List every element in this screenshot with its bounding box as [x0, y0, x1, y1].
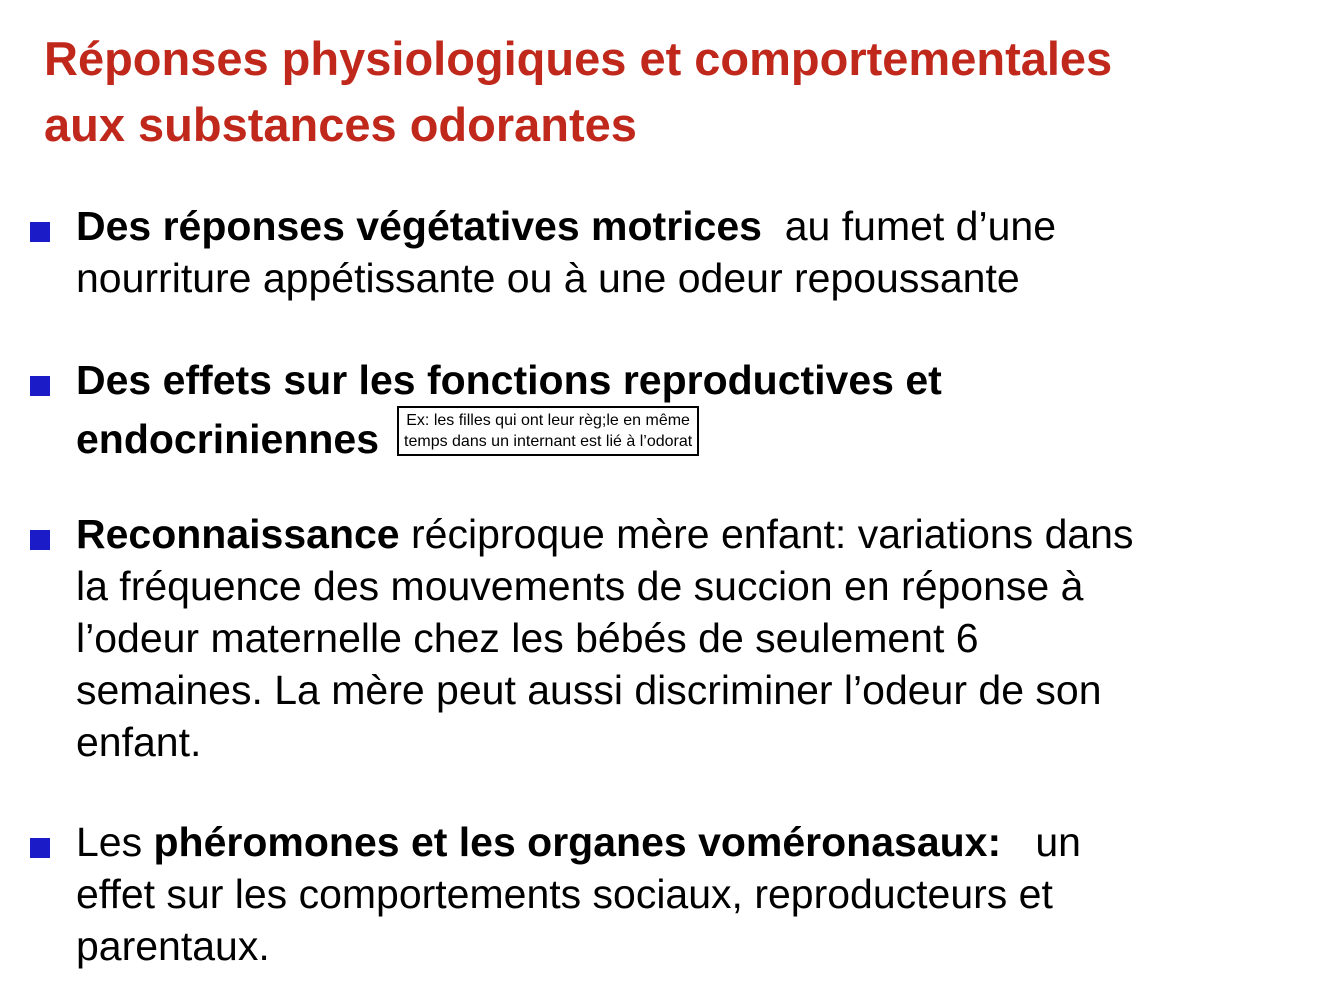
- note-line-2: temps dans un internant est lié à l’odorat: [404, 433, 693, 450]
- bullet-bold-text: phéromones et les organes voméronasaux:: [153, 819, 1002, 865]
- bullet-regular-text: réciproque mère enfant: variations dans: [411, 511, 1134, 557]
- square-bullet-icon: [30, 838, 50, 858]
- bullet-text: [76, 508, 1330, 768]
- bullet-line: l’odeur maternelle chez les bébés de seulement 6: [76, 615, 979, 661]
- example-note-box: [397, 406, 699, 456]
- bullet-bold-text: endocriniennes: [76, 416, 380, 462]
- bullet-line: la fréquence des mouvements de succion en réponse à: [76, 563, 1084, 609]
- slide-title-line-2: aux substances odorantes: [44, 98, 637, 151]
- bullet-regular-text: Les: [76, 819, 143, 865]
- bullet-line: semaines. La mère peut aussi discriminer l’odeur de son: [76, 667, 1102, 713]
- bullet-line: nourriture appétissante ou à une odeur repoussante: [76, 255, 1020, 301]
- bullet-bold-text: Des réponses végétatives motrices: [76, 203, 762, 249]
- bullet-bold-text: Des effets sur les fonctions reproductives et: [76, 357, 942, 403]
- note-line-1: Ex: les filles qui ont leur règ;le en même: [406, 412, 690, 429]
- bullet-text: [76, 200, 1330, 304]
- bullet-line: parentaux.: [76, 923, 270, 969]
- square-bullet-icon: [30, 222, 50, 242]
- bullet-text: [76, 354, 1330, 465]
- slide-title: [44, 26, 1324, 158]
- slide-title-line-1: Réponses physiologiques et comportementales: [44, 32, 1113, 85]
- bullet-line: effet sur les comportements sociaux, reproducteurs et: [76, 871, 1053, 917]
- bullet-line: enfant.: [76, 719, 202, 765]
- square-bullet-icon: [30, 376, 50, 396]
- bullet-regular-text: au fumet d’une: [784, 203, 1056, 249]
- bullet-bold-text: Reconnaissance: [76, 511, 400, 557]
- square-bullet-icon: [30, 530, 50, 550]
- bullet-text: [76, 816, 1330, 972]
- bullet-regular-text: un: [1035, 819, 1081, 865]
